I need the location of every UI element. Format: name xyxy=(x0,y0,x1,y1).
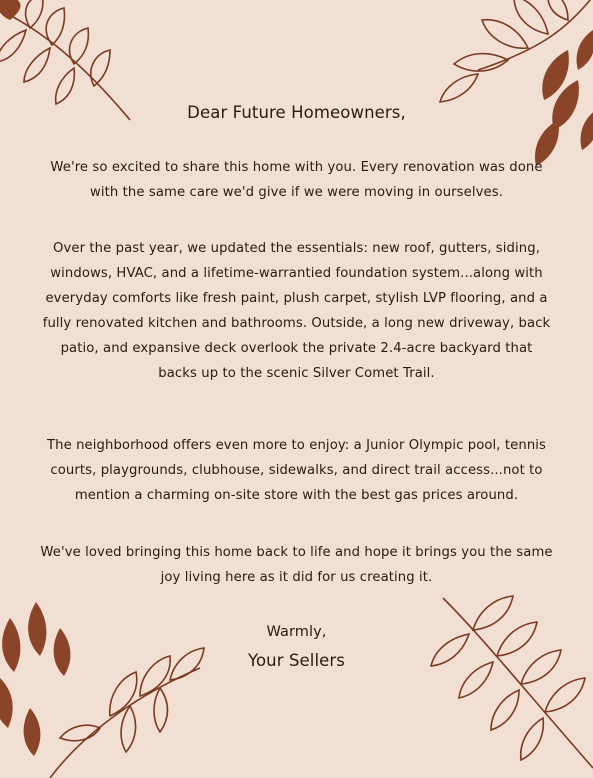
greeting: Dear Future Homeowners, xyxy=(187,103,406,122)
paragraph-intro: We're so excited to share this home with you. Every renovation was done with the same care we'd give if we were moving in ourselves. xyxy=(50,160,543,200)
leaf-branch-icon xyxy=(0,588,220,778)
paragraph-neighborhood: The neighborhood offers even more to enjoy: a Junior Olympic pool, tennis courts, playgrounds, clubhouse, sidewalks, and direct trail access...not to mention a charming on-site store with the best gas prices around. xyxy=(46,438,547,503)
leaf-branch-icon xyxy=(418,0,593,175)
closing: Warmly, xyxy=(266,624,327,640)
leaf-branch-icon xyxy=(423,588,593,778)
signature: Your Sellers xyxy=(248,651,345,670)
paragraph-renovations: Over the past year, we updated the essentials: new roof, gutters, siding, windows, HVAC, and a lifetime-warrantied foundation system...along with everyday comforts like fresh paint, plush carpet, stylish LVP flooring, and a fully renovated kitchen and bathrooms. Outside, a long new driveway, back patio, and expansive deck overlook the private 2.4-acre backyard that backs up to the scenic Silver Comet Trail. xyxy=(42,241,551,381)
paragraph-closing-wish: We've loved bringing this home back to life and hope it brings you the same joy living here as it did for us creating it. xyxy=(40,545,553,585)
